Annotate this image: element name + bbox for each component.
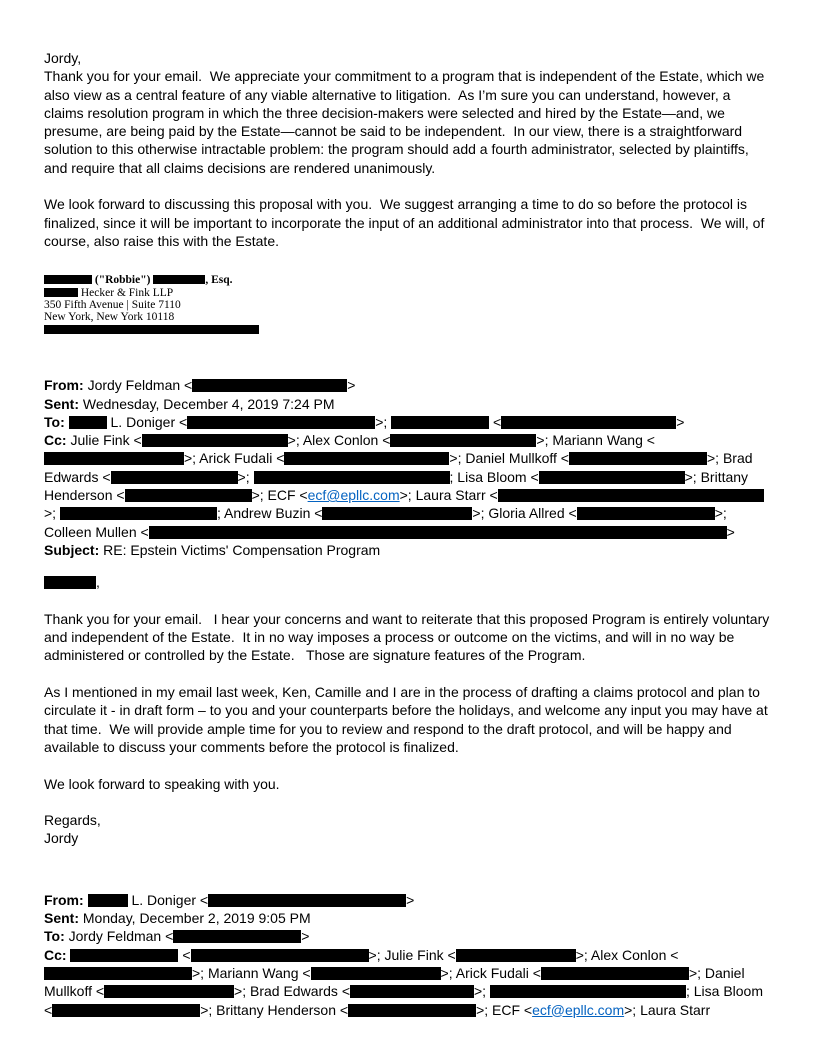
signature-line: ("Robbie") , Esq. [44,274,772,286]
header-row-sent: Sent: Wednesday, December 4, 2019 7:24 PM [44,395,335,412]
redaction-bar [490,985,686,998]
redaction-bar [173,930,301,943]
header-row-to: To: Jordy Feldman < > [44,928,310,945]
redaction-bar [390,434,536,447]
header-field-label: Subject: [44,541,100,558]
spacer [44,177,772,195]
header-row-to: To: L. Doniger < >; < > [44,413,685,430]
body1-paragraph-2: As I mentioned in my email last week, Ken, Camille and I are in the process of drafting a claims protocol and plan to circulate it - in draft form – to you and your counterparts before the holidays, and welcome any input you may have at that time. We will provide ample time for you to review and respond to the draft protocol, and will be happy and available to discuss your comments before the protocol is finalized. [44,684,772,755]
email-header-2 [44,891,772,1019]
header-row-from: From: Jordy Feldman < > [44,377,356,394]
spacer [44,756,772,774]
header-field-label: From: [44,377,84,394]
reply-paragraph-2: We look forward to discussing this proposal with you. We suggest arranging a time to do so before the protocol is finalized, since it will be important to incorporate the input of an additional administrator into that process. We will, of course, also raise this with the Estate. [44,196,769,249]
redaction-bar [60,507,217,520]
redaction-bar [44,275,92,284]
signature-block [44,274,772,336]
spacer [44,250,772,274]
redaction-bar [192,379,347,392]
redaction-bar [52,1004,200,1017]
redaction-bar [153,275,205,284]
header-field-label: Cc: [44,946,67,963]
header-field-label: Sent: [44,395,79,412]
signature-line: New York, New York 10118 [44,311,175,324]
signature-line [44,324,772,336]
header-field-label: To: [44,928,65,945]
header-row-cc: Cc: Julie Fink < >; Alex Conlon < >; Mariann Wang <>; Arick Fudali < >; Daniel Mullkoff < >; Brad Edwards < >; ; Lisa Bloom < >; Brittany Henderson < >; ECF <ecf@epllc.com>; Laura Starr <>; ; Andrew Buzin < >; Gloria Allred < >; Colleen Mullen < > [44,431,772,541]
redaction-bar [44,325,259,334]
redaction-bar [322,507,472,520]
redaction-bar [569,452,707,465]
redaction-bar [254,471,450,484]
redaction-bar [187,416,375,429]
header-row-cc: Cc: < >; Julie Fink < >; Alex Conlon <>; Mariann Wang < >; Arick Fudali < >; Daniel Mullkoff < >; Brad Edwards < >; ; Lisa Bloom < >; Brittany Henderson < >; ECF <ecf@epllc.com>; Laura Starr [44,946,767,1018]
redaction-bar [284,452,449,465]
spacer [44,592,772,610]
body1-closing: Regards, [44,812,101,829]
redaction-bar [498,489,764,502]
header-field-label: Sent: [44,910,79,927]
header-row-subject: Subject: RE: Epstein Victims' Compensation Program [44,541,381,558]
reply-greeting: Jordy, [44,50,82,66]
header-row-sent: Sent: Monday, December 2, 2019 9:05 PM [44,910,311,927]
spacer [44,336,772,376]
redaction-bar [539,471,685,484]
redaction-bar [149,526,727,539]
redaction-bar [44,452,184,465]
header-field-label: To: [44,413,65,430]
header-row-from: From: L. Doniger < > [44,891,415,908]
redaction-bar [44,576,96,589]
header-field-label: Cc: [44,432,67,449]
spacer [44,665,772,683]
redaction-bar [125,489,252,502]
redaction-bar [142,434,288,447]
redaction-bar [44,288,78,297]
redaction-bar [350,985,474,998]
redaction-bar [311,967,441,980]
redaction-bar [456,949,576,962]
email-header-1 [44,376,772,559]
redaction-bar [104,985,234,998]
spacer [44,559,772,573]
redaction-bar [501,416,676,429]
signature-line: 350 Fifth Avenue | Suite 7110 [44,299,181,312]
redaction-bar [44,967,192,980]
body1-paragraph-3: We look forward to speaking with you. [44,775,280,792]
redaction-bar [70,949,178,962]
redaction-bar [191,949,369,962]
email-link-ecf[interactable]: ecf@epllc.com [307,487,400,504]
header-field-label: From: [44,891,84,908]
redaction-bar [348,1004,476,1017]
redaction-bar [541,967,689,980]
spacer [44,793,772,811]
body1-paragraph-1: Thank you for your email. I hear your concerns and want to reiterate that this proposed Program is entirely voluntary and independent of the Estate. It in no way imposes a process or outcome on the victims, and will in no way be administered or controlled by the Estate. Those are signature features of the Program. [44,610,774,664]
redaction-bar [111,471,238,484]
spacer [44,848,772,891]
body1-signoff: Jordy [44,830,79,847]
redaction-bar [391,416,489,429]
redaction-bar [88,894,128,907]
redaction-bar [69,416,107,429]
signature-line: Hecker & Fink LLP [44,287,772,299]
reply-paragraph-1: Thank you for your email. We appreciate your commitment to a program that is independent of the Estate, which we also view as a central feature of any viable alternative to litigation. As I’m sure you can understand, however, a claims resolution program in which the three decision-makers were selected and hired by the Estate—and, we presume, are being paid by the Estate—cannot be said to be independent. In our view, there is a straightforward solution to this otherwise intractable problem: the program should add a fourth administrator, selected by plaintiffs, and require that all claims decisions are rendered unanimously. [44,68,769,176]
email-link-ecf[interactable]: ecf@epllc.com [532,1001,625,1018]
redaction-bar [577,507,715,520]
redaction-bar [208,894,406,907]
body1-salutation: , [44,573,772,591]
